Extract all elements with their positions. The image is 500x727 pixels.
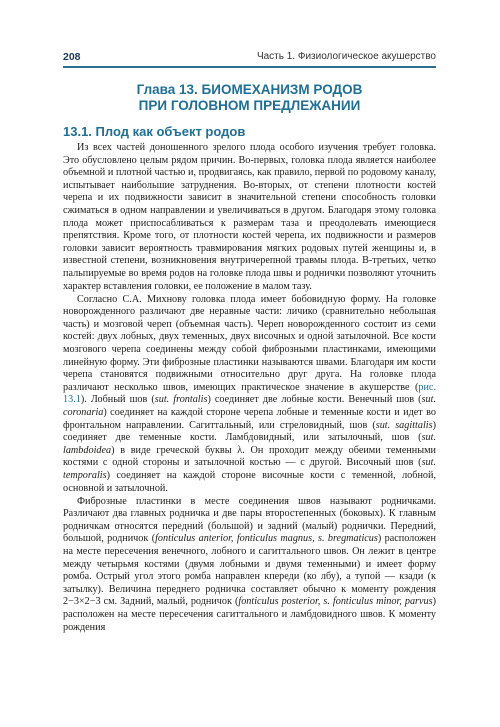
text-run: ) расположен на месте пересечения венечного, лобного и сагиттального швов. Он лежит в центре между четырьмя костями (двумя лобными и двумя теменными) и имеет форму ромба. Острый угол этого ромба направлен кпереди (ко лбу), а тупой — кзади (к затылку). Величина переднего родничка составляет обычно к моменту рождения 2−3×2−3 см. Задний, малый, родничок ( [63, 533, 436, 608]
body-text [63, 142, 436, 635]
chapter-title [63, 82, 436, 114]
latin-term: sut. sagittalis [375, 419, 433, 431]
figure-reference-link[interactable]: рис. 13.1 [63, 381, 436, 406]
latin-term: fonticulus posterior, s. fonticulus minor, parvus [238, 596, 433, 608]
text-run: ) соединяет на каждой стороне черепа лобные и теменные кости и идет во фронтальном направлении. Сагиттальный, или стреловидный, шов ( [63, 406, 436, 431]
section-heading: 13.1. Плод как объект родов [63, 124, 246, 139]
paragraph-1: Из всех частей доношенного зрелого плода особого изучения требует головка. Это обусловлено целым рядом причин. Во-первых, головка плода является наиболее объемной и плотной частью и, продвигаясь, как правило, первой по родовому каналу, испытывает наибольшие затруднения. Во-вторых, от степени плотности костей черепа и их подвижности зависит в значительной степени способность головки сжиматься в одном направлении и увеличиваться в другом. Благодаря этому головка плода может приспосабливаться к размерам таза и преодолевать имеющиеся препятствия. Кроме того, от плотности костей черепа, их подвижности и размеров головки зависит вероятность травмирования мягких родовых путей женщины и, в известной степени, возникновения внутричерепной травмы плода. В-третьих, четко пальпируемые во время родов на головке плода швы и роднички позволяют уточнить характер вставления головки, ее положение в малом тазу. [63, 142, 436, 292]
text-run: ) в виде греческой буквы λ. Он проходит между обеими теменными костями с одной стороны и затылочной костью — с другой. Височный шов ( [63, 444, 436, 469]
text-run: Согласно С.А. Михнову головка плода имеет бобовидную форму. На головке новорожденного различают две неравные части: личико (сравнительно небольшая часть) и мозговой череп (объемная часть). Череп новорожденного состоит из семи костей: двух лобных, двух теменных, двух височных и одной затылочной. Все кости мозгового черепа соединены между собой фиброзными пластинками, имеющими линейную форму. Эти фиброзные пластинки называются швами. Благодаря им кости черепа становятся подвижными относительно друг друга. На головке плода различают несколько швов, имеющих практическое значение в акушерстве ( [63, 293, 436, 393]
latin-term: sut. temporalis [63, 457, 436, 481]
text-run: ) соединяет на каждой стороне височные кости с теменной, лобной, основной и затылочной. [63, 469, 436, 494]
text-run: ). Лобный шов ( [80, 394, 155, 406]
text-run: ) расположен на месте пересечения сагиттального и ламбдовидного швов. К моменту рождения [63, 596, 436, 633]
page-header [63, 51, 436, 65]
chapter-title-line-2: ПРИ ГОЛОВНОМ ПРЕДЛЕЖАНИИ [138, 98, 361, 113]
running-title: Часть 1. Физиологическое акушерство [256, 51, 436, 62]
latin-term: fonticulus anterior, fonticulus magnus, s. bregmaticus [155, 533, 378, 545]
text-run: ) соединяет две лобные кости. Венечный шов ( [207, 394, 422, 406]
header-rule [63, 66, 436, 68]
paragraph-2 [63, 294, 436, 496]
chapter-title-line-1: Глава 13. БИОМЕХАНИЗМ РОДОВ [136, 82, 363, 97]
latin-term: sut. coronaria [63, 394, 437, 418]
latin-term: sut. frontalis [154, 394, 208, 406]
text-run: ) соединяет две теменные кости. Ламбдовидный, или затылочный, шов ( [63, 419, 436, 444]
latin-term: sut. lambdoidea [63, 432, 436, 456]
paragraph-3 [63, 496, 436, 635]
text-run: Фиброзные пластинки в месте соединения швов называют родничками. Различают два главных родничка и две пары второстепенных (боковых). К главным родничкам относятся передний (большой) и задний (малый) роднички. Передний, большой, родничок ( [63, 495, 436, 545]
page-number: 208 [63, 51, 81, 63]
